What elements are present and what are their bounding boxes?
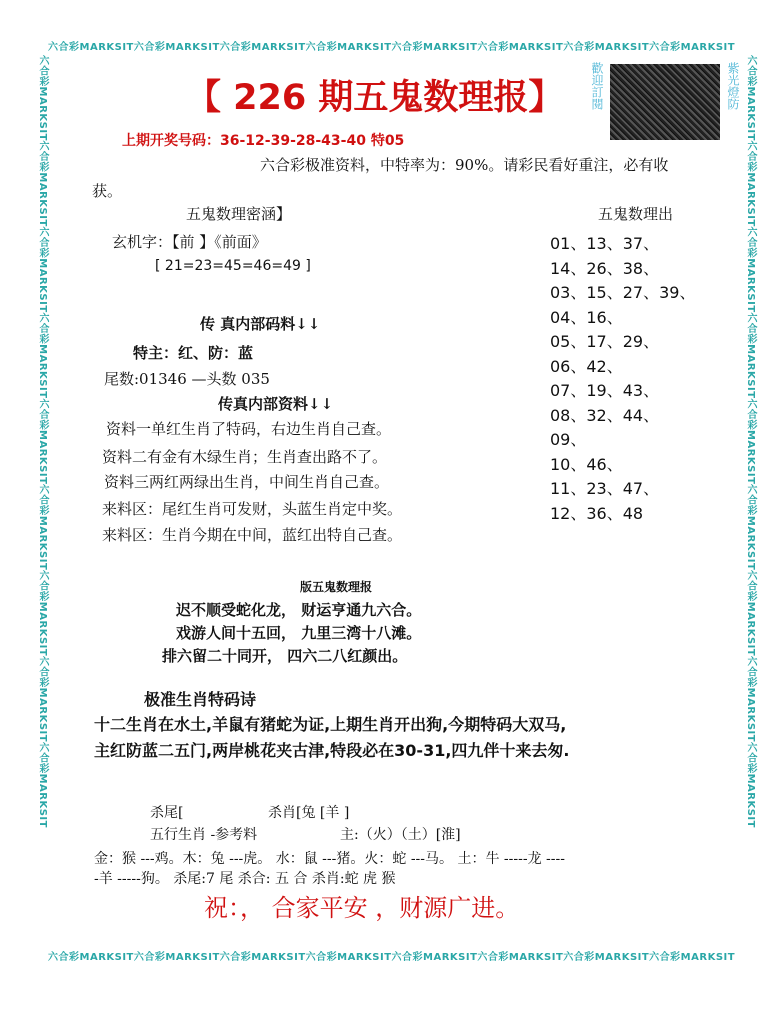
five-elements: 五行生肖 -参考料 (150, 827, 258, 843)
border-top: 六合彩MARKSIT六合彩MARKSIT六合彩MARKSIT六合彩MARKSIT六合彩MARKSIT六合彩MARKSIT六合彩MARKSIT六合彩MARKSIT (48, 42, 736, 52)
number-row: 07、19、43、 (550, 381, 660, 400)
number-row: 04、16、 (550, 307, 623, 327)
mystery-word: 玄机字：【前 】《前面》 (112, 233, 267, 251)
number-row: 14、26、38、 (550, 258, 660, 278)
border-left: 六合彩MARKSIT六合彩MARKSIT六合彩MARKSIT六合彩MARKSIT六合彩MARKSIT六合彩MARKSIT六合彩MARKSIT六合彩MARKSIT六合彩MARKSIT (37, 55, 48, 828)
poem-line-2: 戏游人间十五回， 九里三湾十八滩。 (176, 624, 422, 642)
stamp-left-text: 歡迎訂閱 (590, 62, 604, 110)
number-row: 10、46、 (550, 454, 623, 474)
poem-title: 版五鬼数理报 (300, 580, 373, 594)
last-draw-numbers: 上期开奖号码：36-12-39-28-43-40 特05 (122, 133, 405, 149)
kill-tail: 杀尾[ (150, 805, 184, 821)
kill-summary-line: -羊 -----狗。 杀尾:7 尾 杀合: 五 合 杀肖:蛇 虎 猴 (94, 871, 396, 887)
fax-title-2: 传真内部资料↓↓ (218, 395, 334, 413)
special-poem-body (94, 712, 570, 764)
tail-head-numbers: 尾数:01346 —头数 035 (104, 370, 270, 388)
special-poem-title: 极准生肖特码诗 (144, 690, 257, 709)
number-list (550, 232, 695, 526)
number-row: 03、15、27、39、 (550, 283, 696, 302)
elements-line: 金：猴 ---鸡。木：兔 ---虎。 水：鼠 ---猪。火：蛇 ---马。 土：牛 -----龙 ---- (94, 851, 565, 867)
info-line-3: 资料三两红两绿出生肖，中间生肖自己查。 (104, 473, 390, 491)
intro-text (92, 152, 742, 204)
info-line-1: 资料一单红生肖了特码，右边生肖自己查。 (106, 420, 392, 438)
number-row: 09、 (550, 430, 587, 449)
number-row: 01、13、37、 (550, 234, 660, 253)
intro-line-1: 六合彩极准资料，中特率为：90%。请彩民看好重注，必有收 (260, 156, 669, 174)
left-section-title: 五鬼数理密涵】 (186, 205, 292, 223)
blessing-text: 祝：， 合家平安 ，财源广进。 (204, 894, 520, 922)
number-row: 08、32、44、 (550, 405, 660, 425)
number-row: 12、36、48 (550, 503, 644, 523)
number-row: 05、17、29、 (550, 332, 660, 351)
mystery-numbers: [ 21=23=45=46=49 ] (155, 258, 311, 274)
number-row: 11、23、47、 (550, 479, 660, 498)
special-poem-line-2: 主红防蓝二五门,两岸桃花夹古津,特段必在30-31,四九伴十来去匆. (94, 741, 570, 760)
border-right: 六合彩MARKSIT六合彩MARKSIT六合彩MARKSIT六合彩MARKSIT六合彩MARKSIT六合彩MARKSIT六合彩MARKSIT六合彩MARKSIT六合彩MARKSIT (745, 55, 756, 828)
main-elements: 主:（火）（土）[淮] (340, 827, 461, 843)
kill-zodiac: 杀肖[兔 [羊 ] (268, 805, 350, 821)
info-line-2: 资料二有金有木绿生肖；生肖查出路不了。 (102, 448, 388, 466)
right-section-title: 五鬼数理出 (598, 205, 674, 223)
info-line-5: 来料区：生肖今期在中间，蓝红出特自己查。 (102, 526, 403, 544)
fax-title: 传 真内部码料↓↓ (200, 315, 321, 333)
special-main: 特主：红、防：蓝 (133, 344, 254, 362)
page-title: 【 226 期五鬼数理报】 (186, 78, 564, 118)
poem-line-1: 迟不顺受蛇化龙， 财运亨通九六合。 (176, 601, 422, 619)
info-line-4: 来料区：尾红生肖可发财，头蓝生肖定中奖。 (102, 500, 403, 518)
qr-code-image (610, 64, 720, 140)
special-poem-line-1: 十二生肖在水土,羊鼠有猪蛇为证,上期生肖开出狗,今期特码大双马, (94, 715, 567, 734)
poem-line-3: 排六留二十同开， 四六二八红颜出。 (162, 647, 408, 665)
qr-stamp (588, 62, 743, 142)
stamp-right-text: 紫光燈防 (726, 62, 740, 110)
number-row: 06、42、 (550, 356, 623, 376)
intro-line-2: 获。 (92, 182, 123, 200)
border-bottom: 六合彩MARKSIT六合彩MARKSIT六合彩MARKSIT六合彩MARKSIT六合彩MARKSIT六合彩MARKSIT六合彩MARKSIT六合彩MARKSIT (48, 952, 736, 962)
